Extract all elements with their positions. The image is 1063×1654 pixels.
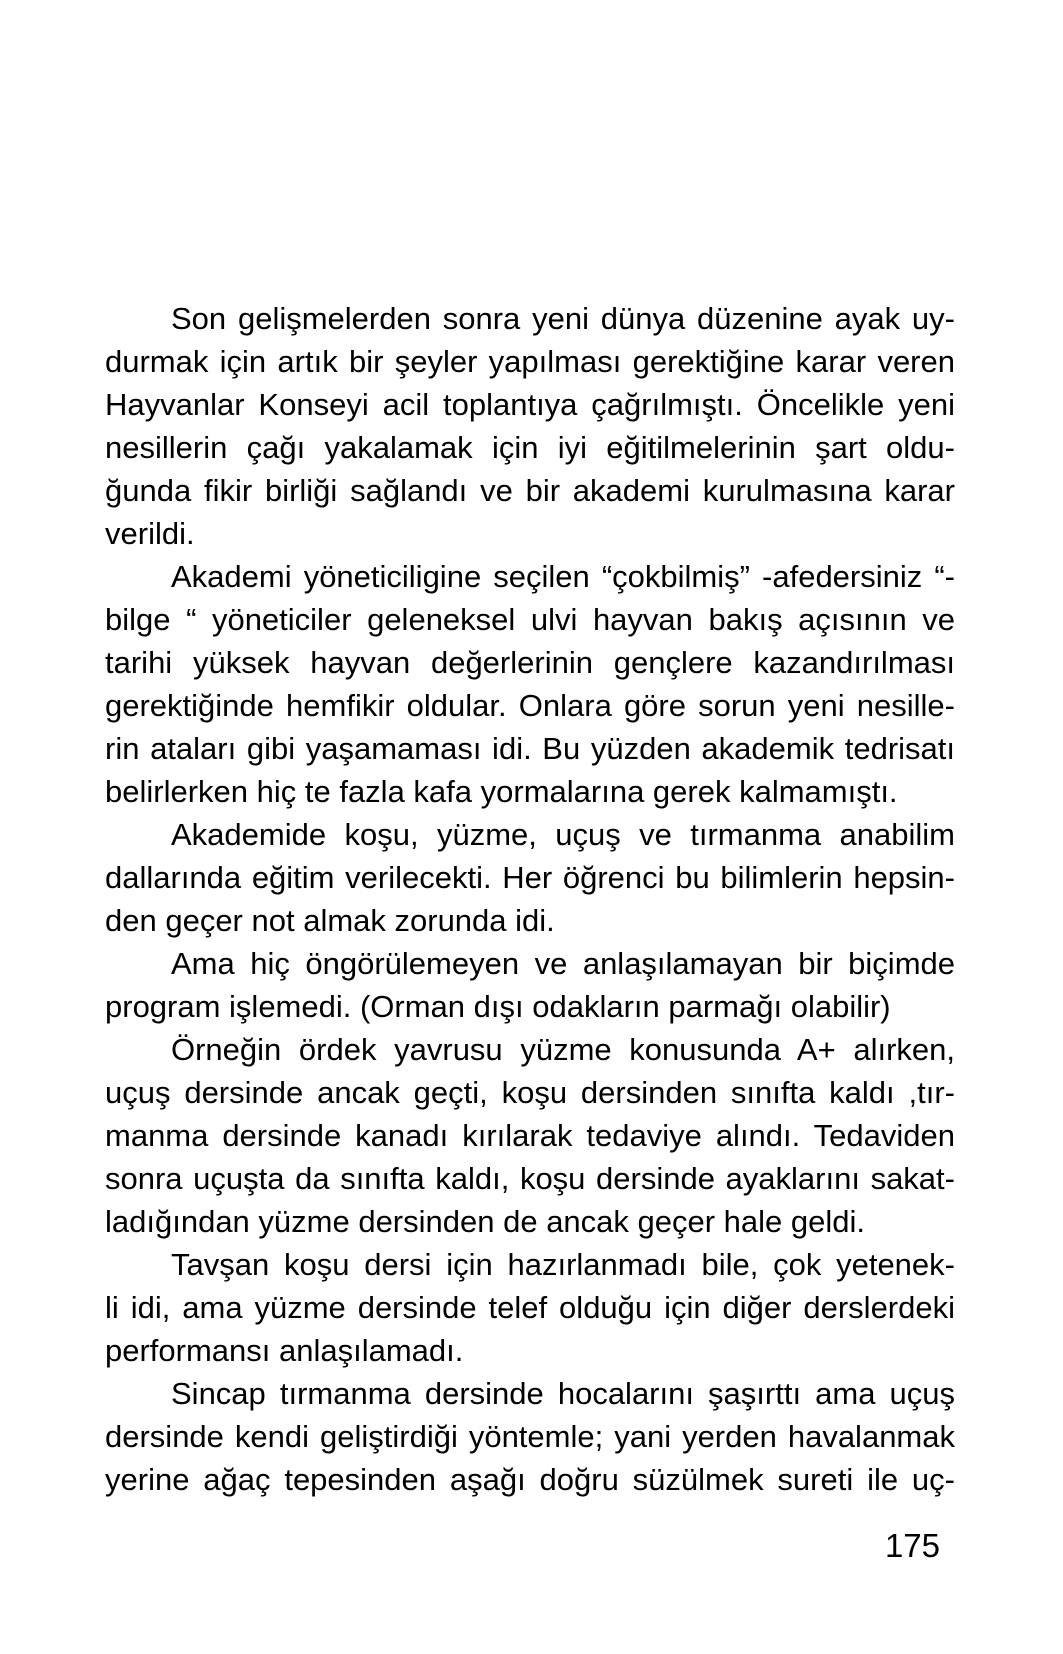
text-line: uçuş dersinde ancak geçti, koşu dersinden sınıfta kaldı ,tır- bbox=[105, 1075, 955, 1110]
text-line: yerine ağaç tepesinden aşağı doğru süzülmek sureti ile uç- bbox=[105, 1462, 955, 1497]
paragraph bbox=[105, 297, 955, 555]
text-line: Akademi yöneticiligine seçilen “çokbilmiş” -afedersiniz “- bbox=[171, 559, 955, 594]
text-line: Tavşan koşu dersi için hazırlanmadı bile, çok yetenek- bbox=[171, 1247, 955, 1282]
text-line: performansı anlaşılamadı. bbox=[105, 1333, 464, 1368]
text-line: dallarında eğitim verilecekti. Her öğrenci bu bilimlerin hepsin- bbox=[105, 860, 955, 895]
paragraph bbox=[105, 1243, 955, 1372]
text-line: Örneğin ördek yavrusu yüzme konusunda A+ alırken, bbox=[171, 1032, 955, 1067]
text-line: manma dersinde kanadı kırılarak tedaviye alındı. Tedaviden bbox=[105, 1118, 955, 1153]
text-line: rin ataları gibi yaşamaması idi. Bu yüzden akademik tedrisatı bbox=[105, 731, 955, 766]
text-line: verildi. bbox=[105, 516, 195, 551]
text-line: bilge “ yöneticiler geleneksel ulvi hayvan bakış açısının ve bbox=[105, 602, 955, 637]
text-line: sonra uçuşta da sınıfta kaldı, koşu dersinde ayaklarını sakat- bbox=[105, 1161, 955, 1196]
text-line: tarihi yüksek hayvan değerlerinin gençlere kazandırılması bbox=[105, 645, 955, 680]
text-line: Ama hiç öngörülemeyen ve anlaşılamayan bir biçimde bbox=[171, 946, 955, 981]
text-line: ladığından yüzme dersinden de ancak geçer hale geldi. bbox=[105, 1204, 866, 1239]
text-line: gerektiğinde hemfikir oldular. Onlara göre sorun yeni nesille- bbox=[105, 688, 955, 723]
text-line: Hayvanlar Konseyi acil toplantıya çağrılmıştı. Öncelikle yeni bbox=[105, 387, 955, 422]
paragraph bbox=[105, 813, 955, 942]
page-number: 175 bbox=[884, 1527, 940, 1564]
text-line: li idi, ama yüzme dersinde telef olduğu için diğer derslerdeki bbox=[105, 1290, 955, 1325]
text-line: ğunda fikir birliği sağlandı ve bir akademi kurulmasına karar bbox=[105, 473, 955, 508]
body-text bbox=[105, 297, 955, 1501]
paragraph bbox=[105, 555, 955, 813]
text-line: nesillerin çağı yakalamak için iyi eğitilmelerinin şart oldu- bbox=[105, 430, 955, 465]
text-line: dersinde kendi geliştirdiği yöntemle; yani yerden havalanmak bbox=[105, 1419, 955, 1454]
text-line: den geçer not almak zorunda idi. bbox=[105, 903, 555, 938]
text-line: Akademide koşu, yüzme, uçuş ve tırmanma anabilim bbox=[171, 817, 955, 852]
text-line: belirlerken hiç te fazla kafa yormalarına gerek kalmamıştı. bbox=[105, 774, 898, 809]
paragraph bbox=[105, 1028, 955, 1243]
paragraph bbox=[105, 1372, 955, 1501]
text-line: Sincap tırmanma dersinde hocalarını şaşırttı ama uçuş bbox=[171, 1376, 955, 1411]
paragraph bbox=[105, 942, 955, 1028]
text-line: durmak için artık bir şeyler yapılması gerektiğine karar veren bbox=[105, 344, 955, 379]
text-line: Son gelişmelerden sonra yeni dünya düzenine ayak uy- bbox=[171, 301, 955, 336]
text-line: program işlemedi. (Orman dışı odakların parmağı olabilir) bbox=[105, 989, 891, 1024]
